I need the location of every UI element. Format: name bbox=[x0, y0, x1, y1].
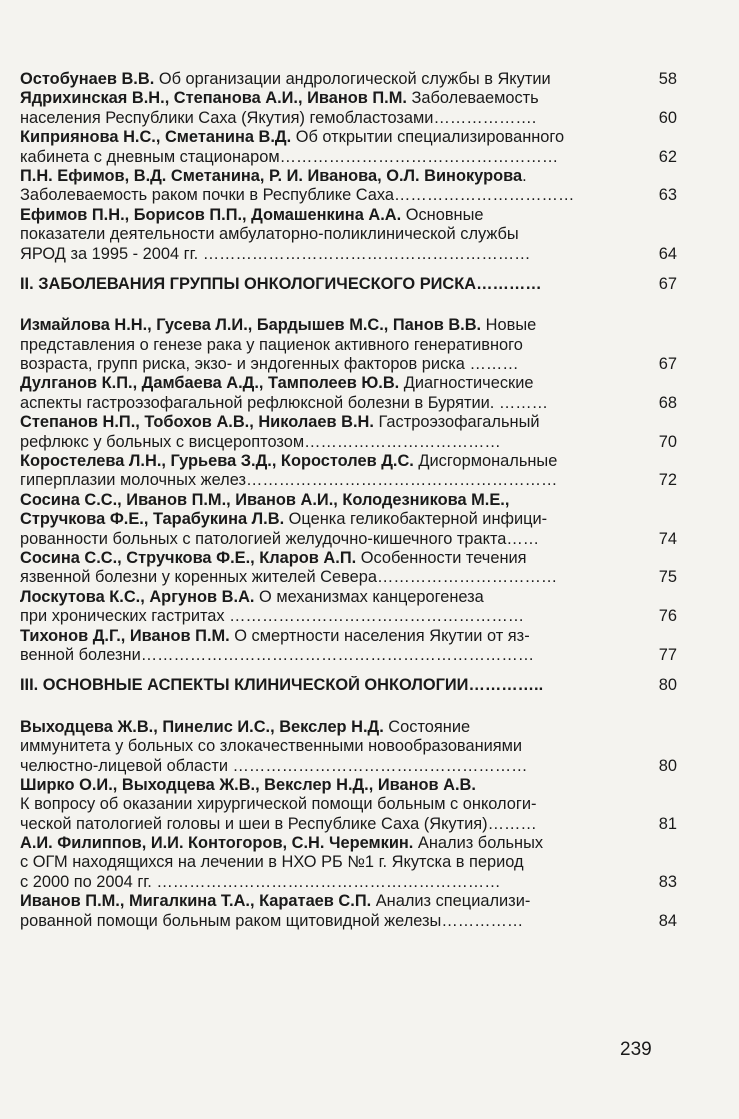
entry-title: кабинета с дневным стационаром…………………………………………… bbox=[20, 147, 559, 166]
entry-line bbox=[20, 588, 685, 607]
entry-title: аспекты гастроэзофагальной рефлюксной болезни в Бурятии. ……… bbox=[20, 393, 549, 412]
toc-entry bbox=[20, 491, 685, 549]
toc-entry bbox=[20, 89, 685, 128]
toc-entry bbox=[20, 588, 685, 627]
entry-authors: Лоскутова К.С., Аргунов В.А. bbox=[20, 587, 255, 606]
entry-authors: Тихонов Д.Г., Иванов П.М. bbox=[20, 626, 230, 645]
toc-entry bbox=[20, 413, 685, 452]
section-heading bbox=[20, 275, 685, 294]
entry-line bbox=[20, 568, 685, 587]
entry-title: К вопросу об оказании хирургической помощи больным с онкологи- bbox=[20, 795, 537, 814]
toc-entry bbox=[20, 316, 685, 374]
entry-authors: Ширко О.И., Выходцева Ж.В., Векслер Н.Д., Иванов А.В. bbox=[20, 775, 476, 794]
entry-line bbox=[20, 186, 685, 205]
entry-line bbox=[20, 374, 685, 393]
entry-authors: П.Н. Ефимов, В.Д. Сметанина, Р. И. Иванова, О.Л. Винокурова bbox=[20, 166, 523, 185]
entry-title: Основные bbox=[401, 205, 484, 224]
entry-authors: Остобунаев В.В. bbox=[20, 70, 155, 88]
entry-title: Особенности течения bbox=[356, 548, 527, 567]
entry-title: ЯРОД за 1995 - 2004 гг. …………………………………………………… bbox=[20, 244, 531, 263]
page-ref: 67 bbox=[658, 274, 677, 293]
entry-line bbox=[20, 607, 685, 626]
entry-line bbox=[20, 413, 685, 432]
entry-line bbox=[20, 834, 685, 853]
entry-line bbox=[20, 245, 685, 264]
entry-authors: Ефимов П.Н., Борисов П.П., Домашенкина А.А. bbox=[20, 205, 402, 224]
entry-title: Оценка геликобактерной инфици- bbox=[284, 510, 548, 529]
entry-title: Состояние bbox=[383, 717, 471, 736]
entry-line bbox=[20, 128, 685, 147]
entry-line bbox=[20, 336, 685, 355]
entry-authors: Стручкова Ф.Е., Тарабукина Л.В. bbox=[20, 510, 285, 529]
entry-authors: Степанов Н.П., Тобохов А.В., Николаев В.Н. bbox=[20, 413, 374, 432]
toc-entry bbox=[20, 834, 685, 892]
entry-title: с ОГМ находящихся на лечении в НХО РБ №1 г. Якутска в период bbox=[20, 853, 524, 872]
entry-title: Анализ специализи- bbox=[371, 892, 531, 911]
entry-line bbox=[20, 549, 685, 568]
entry-line bbox=[20, 776, 685, 795]
entry-line bbox=[20, 355, 685, 374]
entry-title: представления о генезе рака у пациенок активного генеративного bbox=[20, 335, 523, 354]
entry-title: Анализ больных bbox=[413, 834, 544, 853]
toc-entry bbox=[20, 70, 685, 89]
page-ref: 60 bbox=[658, 108, 677, 127]
toc-entry bbox=[20, 452, 685, 491]
section-title: III. ОСНОВНЫЕ АСПЕКТЫ КЛИНИЧЕСКОЙ ОНКОЛОГИИ………….. bbox=[20, 676, 544, 695]
entry-title: рефлюкс у больных с висцероптозом……………………………… bbox=[20, 432, 501, 451]
entry-line bbox=[20, 892, 685, 911]
entry-authors: Сосина С.С., Стручкова Ф.Е., Кларов А.П. bbox=[20, 548, 357, 567]
page-ref: 84 bbox=[658, 911, 677, 930]
entry-title: гиперплазии молочных желез………………………………………………… bbox=[20, 471, 558, 490]
entry-title: О смертности населения Якутии от яз- bbox=[229, 626, 530, 645]
entry-title: населения Республики Саха (Якутия) гемобластозами………………. bbox=[20, 108, 537, 127]
entry-line bbox=[20, 452, 685, 471]
entry-line bbox=[20, 737, 685, 756]
page-ref: 81 bbox=[658, 814, 677, 833]
entry-line bbox=[20, 646, 685, 665]
page-ref: 70 bbox=[658, 432, 677, 451]
page-ref: 75 bbox=[658, 568, 677, 587]
toc-entry bbox=[20, 167, 685, 206]
entry-authors: Ядрихинская В.Н., Степанова А.И., Иванов П.М. bbox=[20, 89, 407, 108]
page-ref: 83 bbox=[658, 872, 677, 891]
page-number: 239 bbox=[620, 1039, 652, 1060]
entry-line bbox=[20, 757, 685, 776]
entry-authors: Киприянова Н.С., Сметанина В.Д. bbox=[20, 128, 292, 147]
entry-authors: А.И. Филиппов, И.И. Контогоров, С.Н. Черемкин. bbox=[20, 834, 414, 853]
section-title: II. ЗАБОЛЕВАНИЯ ГРУППЫ ОНКОЛОГИЧЕСКОГО РИСКА………… bbox=[20, 274, 542, 293]
section-heading bbox=[20, 676, 685, 695]
entry-line bbox=[20, 853, 685, 872]
entry-line bbox=[20, 70, 685, 89]
entry-line bbox=[20, 394, 685, 413]
entry-line bbox=[20, 873, 685, 892]
entry-title: О механизмах канцерогенеза bbox=[254, 587, 484, 606]
entry-line bbox=[20, 225, 685, 244]
toc-entry bbox=[20, 206, 685, 264]
entry-authors: Коростелева Л.Н., Гурьева З.Д., Коростолев Д.С. bbox=[20, 452, 414, 471]
page-ref: 74 bbox=[658, 529, 677, 548]
entry-title: Диагностические bbox=[399, 374, 534, 393]
entry-authors: Сосина С.С., Иванов П.М., Иванов А.И., Колодезникова М.Е., bbox=[20, 490, 510, 509]
entry-title: Дисгормональные bbox=[413, 452, 558, 471]
entry-line bbox=[20, 718, 685, 737]
entry-line bbox=[20, 109, 685, 128]
entry-line bbox=[20, 316, 685, 335]
entry-line bbox=[20, 912, 685, 931]
toc-entry bbox=[20, 892, 685, 931]
entry-line bbox=[20, 148, 685, 167]
entry-authors: Иванов П.М., Мигалкина Т.А., Каратаев С.П. bbox=[20, 892, 372, 911]
page-ref: 68 bbox=[658, 393, 677, 412]
page-ref: 58 bbox=[658, 70, 677, 88]
page-ref: 62 bbox=[658, 147, 677, 166]
page-ref: 64 bbox=[658, 244, 677, 263]
entry-title: челюстно-лицевой области ……………………………………………… bbox=[20, 756, 528, 775]
entry-line bbox=[20, 471, 685, 490]
page-ref: 77 bbox=[658, 645, 677, 664]
entry-title: показатели деятельности амбулаторно-поликлинической службы bbox=[20, 225, 519, 244]
entry-title: рованной помощи больным раком щитовидной железы…………… bbox=[20, 911, 524, 930]
page-ref: 67 bbox=[658, 355, 677, 374]
toc-entry bbox=[20, 776, 685, 834]
entry-line bbox=[20, 89, 685, 108]
entry-title: Заболеваемость раком почки в Республике Саха…………………………… bbox=[20, 186, 575, 205]
entry-title: рованности больных с патологией желудочно-кишечного тракта…… bbox=[20, 529, 540, 548]
toc-entry bbox=[20, 374, 685, 413]
entry-line bbox=[20, 530, 685, 549]
toc-entry bbox=[20, 627, 685, 666]
entry-line bbox=[20, 627, 685, 646]
page-ref: 63 bbox=[658, 186, 677, 205]
entry-title: . bbox=[522, 166, 527, 185]
page-ref: 80 bbox=[658, 676, 677, 695]
toc-entry bbox=[20, 128, 685, 167]
entry-authors: Выходцева Ж.В., Пинелис И.С., Векслер Н.Д. bbox=[20, 717, 384, 736]
entry-title: возраста, групп риска, экзо- и эндогенных факторов риска ……… bbox=[20, 355, 519, 374]
entry-title: Об открытии специализированного bbox=[291, 128, 565, 147]
entry-line bbox=[20, 206, 685, 225]
page-ref: 76 bbox=[658, 607, 677, 626]
entry-title: ческой патологией головы и шеи в Республике Саха (Якутия)……… bbox=[20, 814, 537, 833]
entry-title: Об организации андрологической службы в Якутии bbox=[154, 70, 551, 88]
entry-authors: Дулганов К.П., Дамбаева А.Д., Тамполеев Ю.В. bbox=[20, 374, 400, 393]
entry-line bbox=[20, 167, 685, 186]
entry-title: Заболеваемость bbox=[406, 89, 539, 108]
entry-line bbox=[20, 433, 685, 452]
entry-title: венной болезни……………………………………………………………… bbox=[20, 645, 535, 664]
entry-line bbox=[20, 795, 685, 814]
entry-line bbox=[20, 510, 685, 529]
entry-line bbox=[20, 815, 685, 834]
table-of-contents bbox=[20, 70, 685, 931]
entry-title: Гастроэзофагальный bbox=[373, 413, 540, 432]
entry-line bbox=[20, 491, 685, 510]
entry-title: язвенной болезни у коренных жителей Севера…………………………… bbox=[20, 568, 558, 587]
entry-title: при хронических гастритах ……………………………………………… bbox=[20, 607, 525, 626]
toc-entry bbox=[20, 718, 685, 776]
entry-title: Новые bbox=[481, 316, 537, 335]
entry-title: иммунитета у больных со злокачественными новообразованиями bbox=[20, 737, 523, 756]
entry-title: с 2000 по 2004 гг. ……………………………………………………… bbox=[20, 872, 501, 891]
page-ref: 72 bbox=[658, 471, 677, 490]
page-ref: 80 bbox=[658, 756, 677, 775]
entry-authors: Измайлова Н.Н., Гусева Л.И., Бардышев М.С., Панов В.В. bbox=[20, 316, 482, 335]
toc-entry bbox=[20, 549, 685, 588]
